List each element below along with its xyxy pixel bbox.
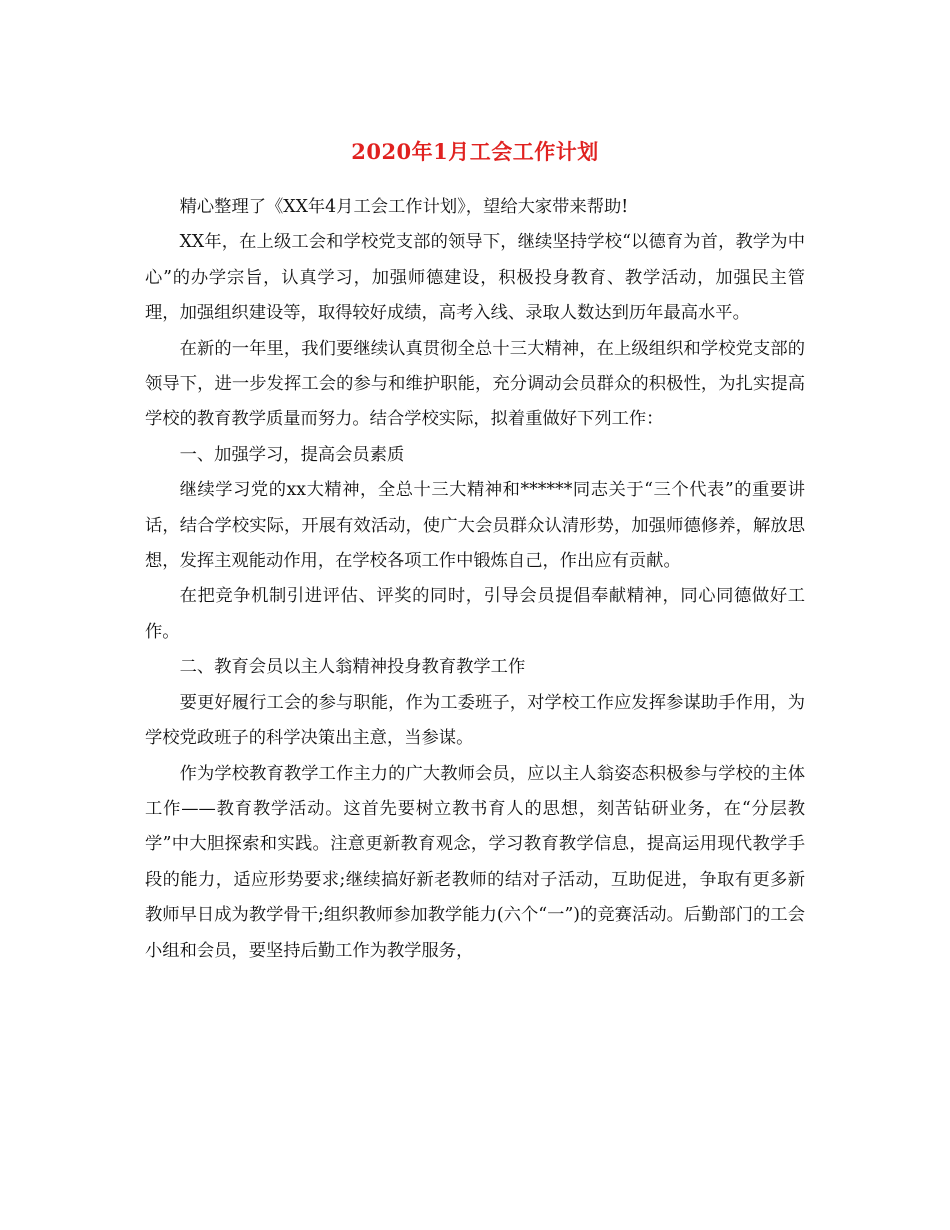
section-heading-1: 一、加强学习，提高会员素质 [179, 444, 405, 465]
intro-paragraph: 精心整理了《XX年4月工会工作计划》，望给大家带来帮助! [179, 197, 629, 217]
document-title: 2020年1月工会工作计划 [351, 139, 599, 164]
section-heading-2: 二、教育会员以主人翁精神投身教育教学工作 [179, 657, 526, 678]
summary-paragraph: XX年，在上级工会和学校党支部的领导下，继续坚持学校“以德育为首，教学为中心”的办学宗旨，认真学习，加强师德建设，积极投身教育、教学活动，加强民主管理，加强组织建设等，取得较好成绩，高考入线、录取人数达到历年最高水平。 [145, 232, 805, 324]
section-2-paragraph-1: 要更好履行工会的参与职能，作为工委班子，对学校工作应发挥参谋助手作用，为学校党政班子的科学决策出主意，当参谋。 [145, 692, 805, 749]
section-2-paragraph-2: 作为学校教育教学工作主力的广大教师会员，应以主人翁姿态积极参与学校的主体工作——教育教学活动。这首先要树立教书育人的思想，刻苦钻研业务，在“分层教学”中大胆探索和实践。注意更新教育观念，学习教育教学信息，提高运用现代教学手段的能力，适应形势要求;继续搞好新老教师的结对子活动，互助促进，争取有更多新教师早日成为教学骨干;组织教师参加教学能力(六个“一”)的竞赛活动。后勤部门的工会小组和会员，要坚持后勤工作为教学服务， [145, 763, 805, 961]
section-1-paragraph-1: 继续学习党的xx大精神，全总十三大精神和******同志关于“三个代表”的重要讲话，结合学校实际，开展有效活动，使广大会员群众认清形势，加强师德修养，解放思想，发挥主观能动作用，在学校各项工作中锻炼自己，作出应有贡献。 [145, 480, 805, 572]
section-1-paragraph-2: 在把竞争机制引进评估、评奖的同时，引导会员提倡奉献精神，同心同德做好工作。 [145, 586, 805, 642]
plan-paragraph: 在新的一年里，我们要继续认真贯彻全总十三大精神，在上级组织和学校党支部的领导下，进一步发挥工会的参与和维护职能，充分调动会员群众的积极性，为扎实提高学校的教育教学质量而努力。结合学校实际，拟着重做好下列工作： [145, 338, 805, 430]
document-body [145, 190, 805, 969]
